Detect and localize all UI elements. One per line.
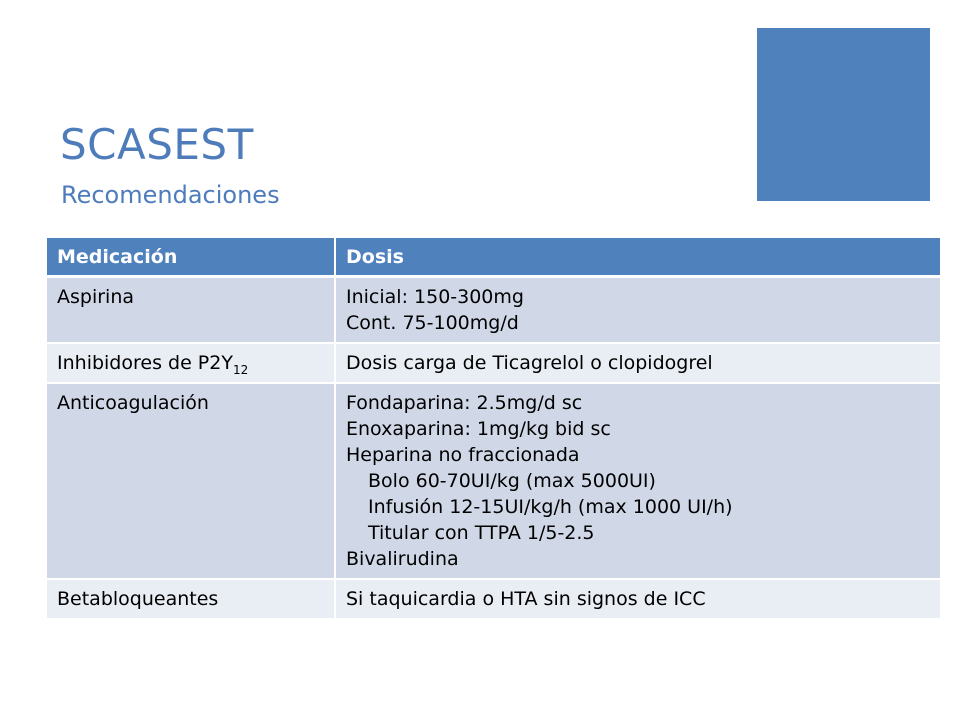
dose-line: Si taquicardia o HTA sin signos de ICC <box>346 588 706 610</box>
medication-label: Aspirina <box>57 286 135 308</box>
dose-line: Bivalirudina <box>346 548 459 570</box>
dose-line: Cont. 75-100mg/d <box>346 312 519 334</box>
medication-cell <box>47 383 335 579</box>
accent-square <box>757 28 930 201</box>
header-dose: Dosis <box>335 238 941 277</box>
medication-cell <box>47 277 335 344</box>
header-medication: Medicación <box>47 238 335 277</box>
dose-line: Fondaparina: 2.5mg/d sc <box>346 392 583 414</box>
dose-line: Bolo 60-70UI/kg (max 5000UI) <box>368 470 656 492</box>
medication-label: Inhibidores de P2Y <box>57 352 233 374</box>
medication-cell <box>47 343 335 383</box>
table-row <box>47 343 941 383</box>
table-row <box>47 383 941 579</box>
medication-table <box>47 238 942 620</box>
dose-cell <box>335 383 941 579</box>
medication-subscript: 12 <box>232 362 249 377</box>
table-row <box>47 277 941 344</box>
table-row <box>47 579 941 619</box>
medication-label: Betabloqueantes <box>57 588 219 610</box>
medication-cell <box>47 579 335 619</box>
dose-line: Dosis carga de Ticagrelol o clopidogrel <box>346 352 713 374</box>
dose-line: Enoxaparina: 1mg/kg bid sc <box>346 418 611 440</box>
medication-label: Anticoagulación <box>57 392 209 414</box>
dose-line: Titular con TTPA 1/5-2.5 <box>368 522 595 544</box>
dose-cell <box>335 343 941 383</box>
dose-line: Infusión 12-15UI/kg/h (max 1000 UI/h) <box>368 496 733 518</box>
dose-cell <box>335 277 941 344</box>
dose-cell <box>335 579 941 619</box>
dose-line: Heparina no fraccionada <box>346 444 580 466</box>
slide-subtitle: Recomendaciones <box>61 181 280 209</box>
dose-line: Inicial: 150-300mg <box>346 286 524 308</box>
table-header-row <box>47 238 941 277</box>
slide-title: SCASEST <box>60 120 254 169</box>
